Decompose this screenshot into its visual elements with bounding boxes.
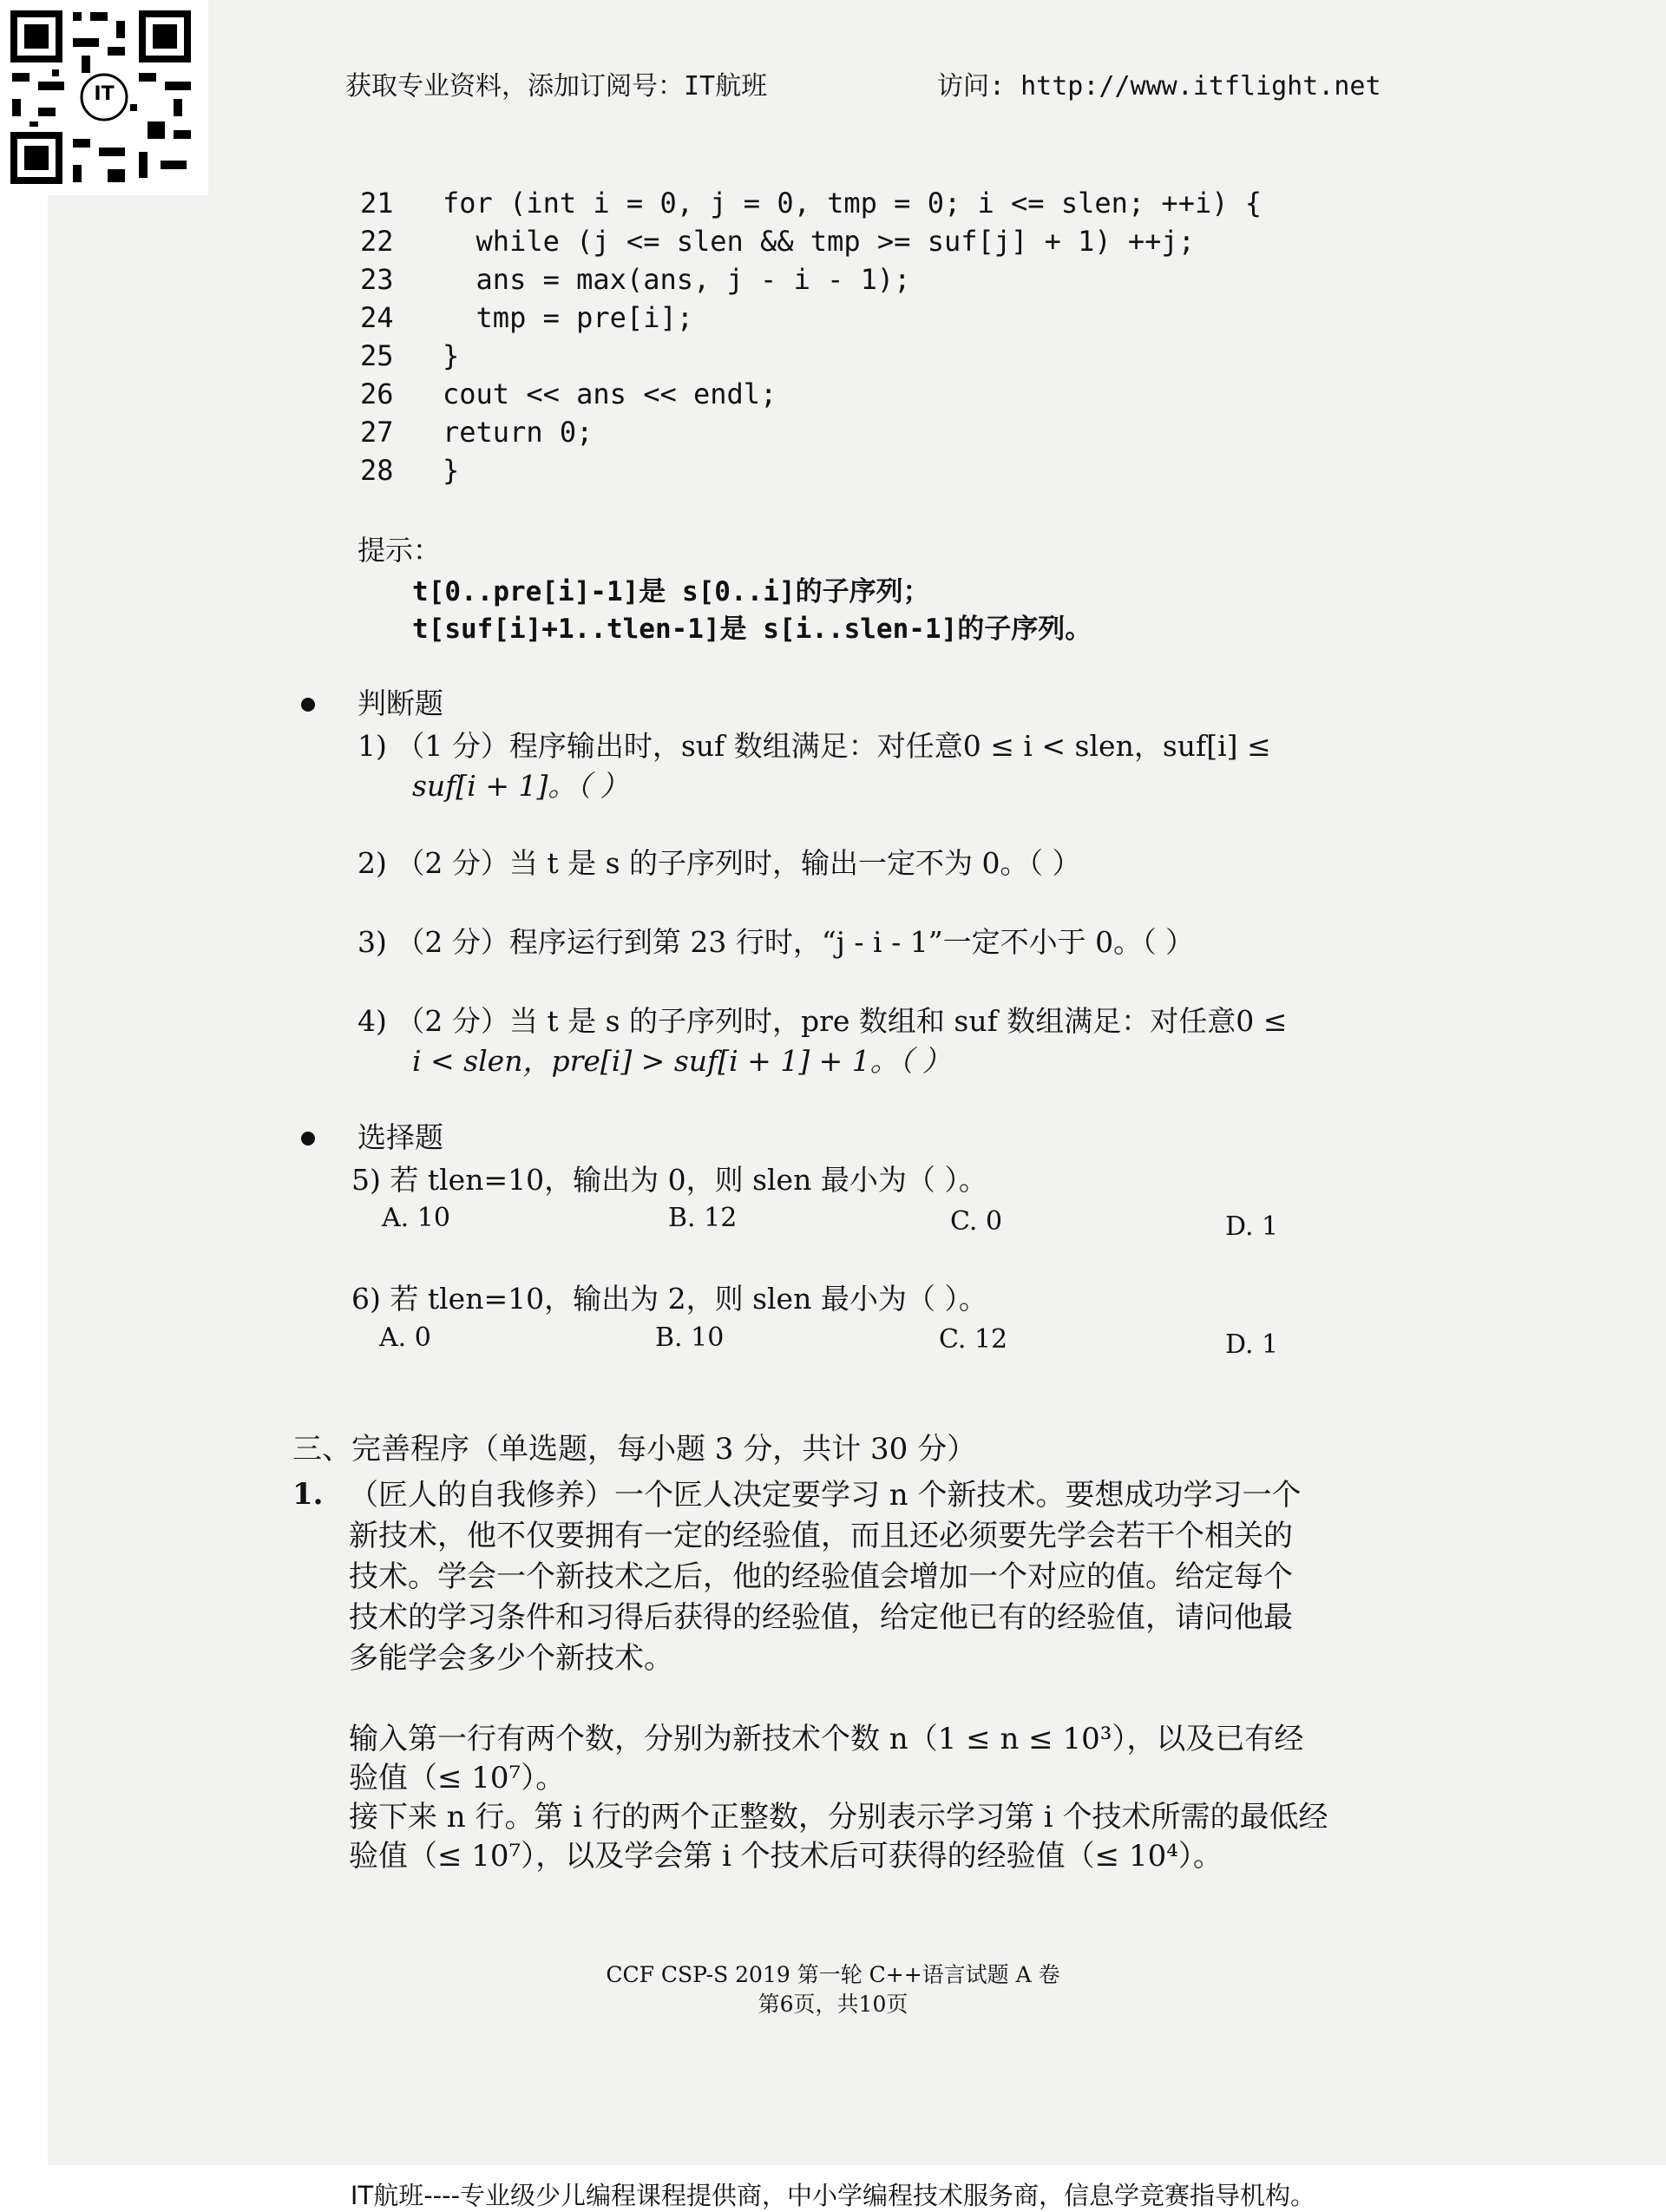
choice-q6: 6) 若 tlen=10，输出为 2，则 slen 最小为（ ）。 [351,1282,987,1316]
bullet-icon [301,1132,315,1145]
hint-line-1: t[0..pre[i]-1]是 s[0..i]的子序列； [412,576,930,607]
input-description: 输入第一行有两个数，分别为新技术个数 n（1 ≤ n ≤ 10³），以及已有经 验值（≤ 10⁷）。 接下来 n 行。第 i 行的两个正整数，分别表示学习第 i 个技术所需的最低经 验值（≤ 10⁷），以及学会第 i 个技术后可获得的经验值（≤ 10⁴）。 [349,1722,1328,1874]
q5-option-a: A. 10 [382,1203,450,1233]
judge-q1-line1: 1) （1 分）程序输出时，suf 数组满足：对任意0 ≤ i < slen，suf[i] ≤ [357,729,1271,763]
judge-title: 判断题 [357,686,443,720]
qr-logo-label: IT [94,83,115,105]
q6-option-d: D. 1 [1225,1329,1279,1360]
judge-q4-line1: 4) （2 分）当 t 是 s 的子序列时，pre 数组和 suf 数组满足：对任意0 ≤ [357,1004,1288,1038]
code-line: 28 } [360,454,460,487]
choice-title: 选择题 [357,1120,443,1154]
q5-option-d: D. 1 [1225,1211,1279,1242]
q5-option-c: C. 0 [950,1206,1003,1237]
q6-option-a: A. 0 [379,1323,431,1353]
code-line: 26 cout << ans << endl; [360,377,777,410]
hint-line-2: t[suf[i]+1..tlen-1]是 s[i..slen-1]的子序列。 [412,614,1092,645]
bottom-banner: IT航班----专业级少儿编程课程提供商，中小学编程技术服务商，信息学竞赛指导机构。 [350,2181,1316,2210]
section3-problem-number: 1. [292,1477,324,1512]
code-line: 22 while (j <= slen && tmp >= suf[j] + 1) ++j; [360,225,1195,258]
footer-page-number: 第6页，共10页 [758,1992,908,2017]
q6-option-b: B. 10 [655,1323,725,1353]
code-line: 24 tmp = pre[i]; [360,301,693,334]
header-subscription-text: 获取专业资料，添加订阅号：IT航班 [345,71,768,102]
q6-option-c: C. 12 [939,1324,1008,1355]
hint-title: 提示： [357,534,442,567]
footer-exam-title: CCF CSP-S 2019 第一轮 C++语言试题 A 卷 [606,1962,1060,1987]
code-line: 21 for (int i = 0, j = 0, tmp = 0; i <= slen; ++i) { [360,187,1263,220]
choice-q5: 5) 若 tlen=10，输出为 0，则 slen 最小为（ ）。 [351,1163,987,1197]
header-website-text: 访问: http://www.itflight.net [937,71,1381,102]
code-line: 27 return 0; [360,416,594,449]
section3-title: 三、完善程序（单选题，每小题 3 分，共计 30 分） [292,1432,977,1467]
problem-description: （匠人的自我修养）一个匠人决定要学习 n 个新技术。要想成功学习一个 新技术，他不仅要拥有一定的经验值，而且还必须要先学会若干个相关的 技术。学会一个新技术之后，他的经验值会增加一个对应的值。给定每个 技术的学习条件和习得后获得的经验值，给定他已有的经验值，请问他最 多能学会多少个新技术。 [349,1478,1302,1676]
judge-q3: 3) （2 分）程序运行到第 23 行时，“j - i - 1”一定不小于 0。（ ） [357,925,1195,959]
judge-q4-line2: i < slen，pre[i] > suf[i + 1] + 1。（ ） [412,1044,951,1078]
bullet-icon [301,698,315,712]
judge-q2: 2) （2 分）当 t 是 s 的子序列时，输出一定不为 0。（ ） [357,846,1081,880]
code-line: 25 } [360,339,460,372]
code-listing [360,184,1262,489]
judge-q1-line2: suf[i + 1]。（ ） [412,769,629,803]
q5-option-b: B. 12 [668,1203,738,1233]
qr-code [0,0,208,195]
code-line: 23 ans = max(ans, j - i - 1); [360,263,911,296]
